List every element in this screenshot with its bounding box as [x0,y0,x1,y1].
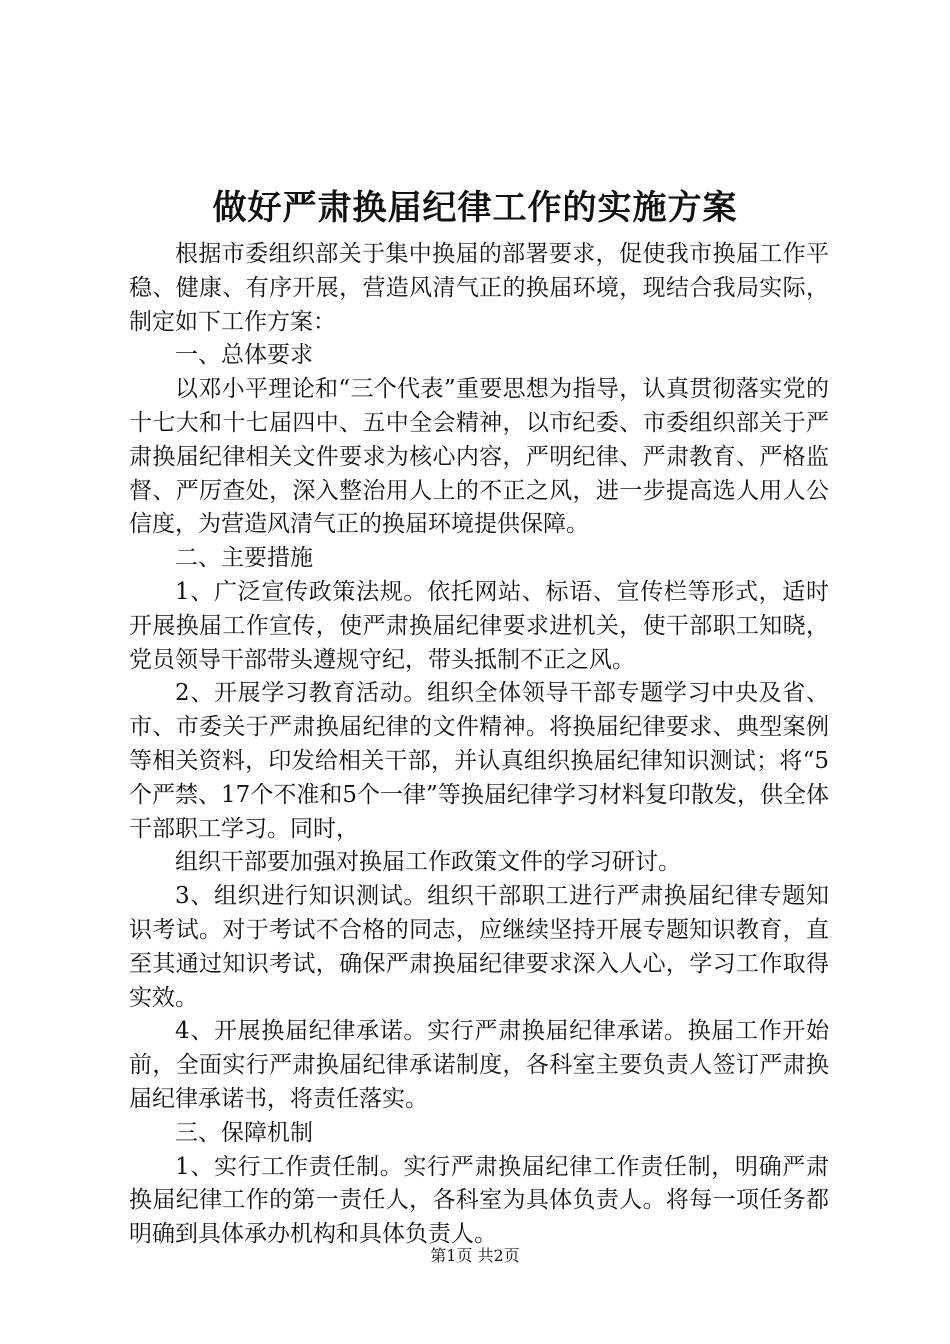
measure-2-continuation-paragraph: 组织干部要加强对换届工作政策文件的学习研讨。 [175,849,681,876]
page-number-footer: 第1页 共2页 [430,1246,520,1265]
section-heading-safeguards: 三、保障机制 [175,1119,313,1146]
measure-3-paragraph: 3、组织进行知识测试。组织干部职工进行严肃换届纪律专题知识考试。对于考试不合格的同志，应继续坚持开展专题知识教育，直至其通过知识考试，确保严肃换届纪律要求深入人心，学习工作取得实效。 [129,883,829,1011]
measure-4-paragraph: 4、开展换届纪律承诺。实行严肃换届纪律承诺。换届工作开始前，全面实行严肃换届纪律承诺制度，各科室主要负责人签订严肃换届纪律承诺书，将责任落实。 [129,1018,829,1112]
safeguard-1-paragraph: 1、实行工作责任制。实行严肃换届纪律工作责任制，明确严肃换届纪律工作的第一责任人，各科室为具体负责人。将每一项任务都明确到具体承办机构和具体负责人。 [129,1153,829,1248]
section-heading-general-requirements: 一、总体要求 [175,342,313,369]
general-requirements-paragraph: 以邓小平理论和“三个代表”重要思想为指导，认真贯彻落实党的十七大和十七届四中、五中全会精神，以市纪委、市委组织部关于严肃换届纪律相关文件要求为核心内容，严明纪律、严肃教育、严格监督、严厉查处，深入整治用人上的不正之风，进一步提高选人用人公信度，为营造风清气正的换届环境提供保障。 [129,376,829,538]
document-title: 做好严肃换届纪律工作的实施方案 [212,188,738,228]
document-body [129,238,829,1252]
measure-2-paragraph: 2、开展学习教育活动。组织全体领导干部专题学习中央及省、市、市委关于严肃换届纪律的文件精神。将换届纪律要求、典型案例等相关资料，印发给相关干部，并认真组织换届纪律知识测试；将“5个严禁、17个不准和5个一律”等换届纪律学习材料复印散发，供全体干部职工学习。同时， [129,680,829,842]
intro-paragraph: 根据市委组织部关于集中换届的部署要求，促使我市换届工作平稳、健康、有序开展，营造风清气正的换届环境，现结合我局实际，制定如下工作方案： [129,241,829,335]
measure-1-paragraph: 1、广泛宣传政策法规。依托网站、标语、宣传栏等形式，适时开展换届工作宣传，使严肃换届纪律要求进机关，使干部职工知晓，党员领导干部带头遵规守纪，带头抵制不正之风。 [129,578,829,673]
section-heading-main-measures: 二、主要措施 [175,545,313,572]
